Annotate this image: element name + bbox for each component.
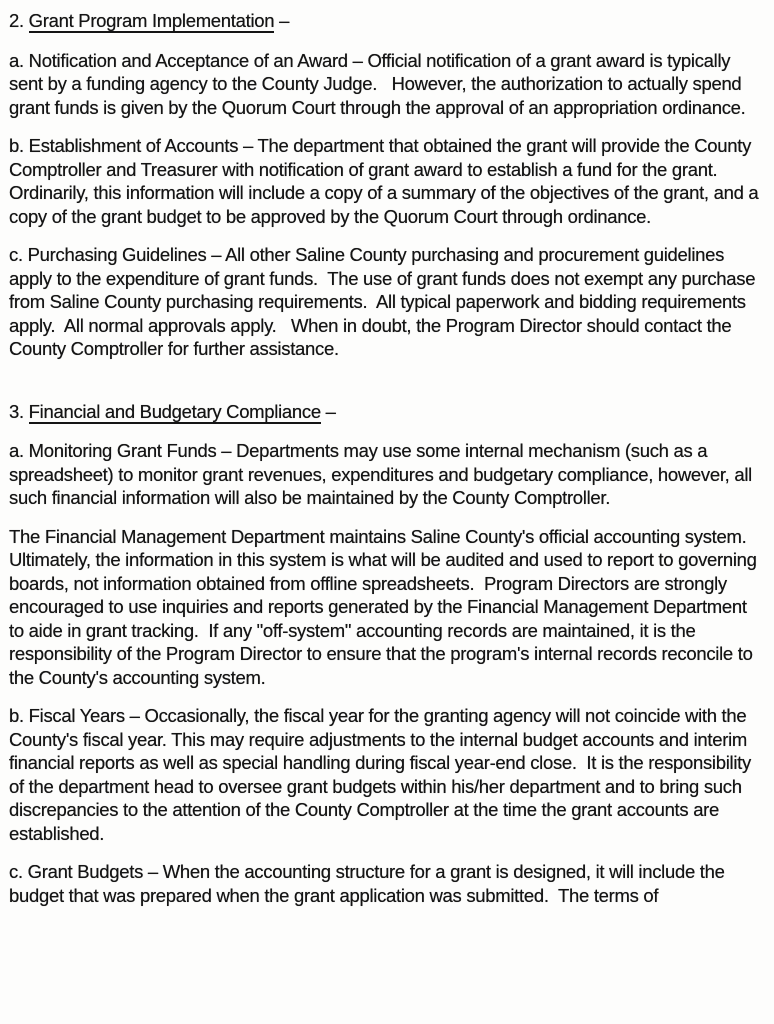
paragraph-grant-budgets-partial: c. Grant Budgets – When the accounting structure for a grant is designed, it will include the budget that was prepared when the grant application was submitted. The terms of (9, 861, 730, 906)
paragraph-monitoring-grant-funds: a. Monitoring Grant Funds – Departments may use some internal mechanism (such as a spreadsheet) to monitor grant revenues, expenditures and budgetary compliance, however, all such financial information will also be maintained by the County Comptroller. (9, 440, 757, 508)
paragraph-purchasing-guidelines: c. Purchasing Guidelines – All other Saline County purchasing and procurement guidelines apply to the expenditure of grant funds. The use of grant funds does not exempt any purchase from Saline County purchasing requirements. All typical paperwork and bidding requirements apply. All normal approvals apply. When in doubt, the Program Director should contact the County Comptroller for further assistance. (9, 244, 761, 359)
heading-title: Grant Program Implementation (28, 10, 275, 31)
section-heading-financial-budgetary-compliance (9, 400, 765, 424)
paragraph-establishment-of-accounts: b. Establishment of Accounts – The department that obtained the grant will provide the County Comptroller and Treasurer with notification of grant award to establish a fund for the grant. Ordinarily, this information will include a copy of a summary of the objectives of the grant, and a copy of the grant budget to be approved by the Quorum Court through ordinance. (9, 135, 764, 227)
heading-dash: – (320, 400, 336, 422)
paragraph-award-notification: a. Notification and Acceptance of an Award – Official notification of a grant award is typically sent by a funding agency to the County Judge. However, the authorization to actually spend grant funds is given by the Quorum Court through the approval of an appropriation ordinance. (9, 49, 747, 118)
heading-number: 3. (9, 400, 29, 422)
paragraph-fiscal-years: b. Fiscal Years – Occasionally, the fiscal year for the granting agency will not coincide with the County's fiscal year. This may require adjustments to the internal budget accounts and interim financial reports as well as special handling during fiscal year-end close. It is the responsibility of the department head to oversee grant budgets within his/her department and to bring such discrepancies to the attention of the County Comptroller at the time the grant accounts are established. (9, 705, 756, 844)
heading-number: 2. (9, 10, 29, 31)
heading-title: Financial and Budgetary Compliance (28, 400, 321, 422)
paragraph-official-accounting-system: The Financial Management Department maintains Saline County's official accounting system. Ultimately, the information in this system is what will be audited and used to report to governing boards, not information obtained from offline spreadsheets. Program Directors are strongly encouraged to use inquiries and reports generated by the Financial Management Department to aide in grant tracking. If any "off-system" accounting records are maintained, it is the responsibility of the Program Director to ensure that the program's internal records reconcile to the County's accounting system. (9, 525, 762, 688)
section-heading-grant-program-implementation (9, 9, 765, 33)
heading-dash: – (274, 10, 290, 31)
